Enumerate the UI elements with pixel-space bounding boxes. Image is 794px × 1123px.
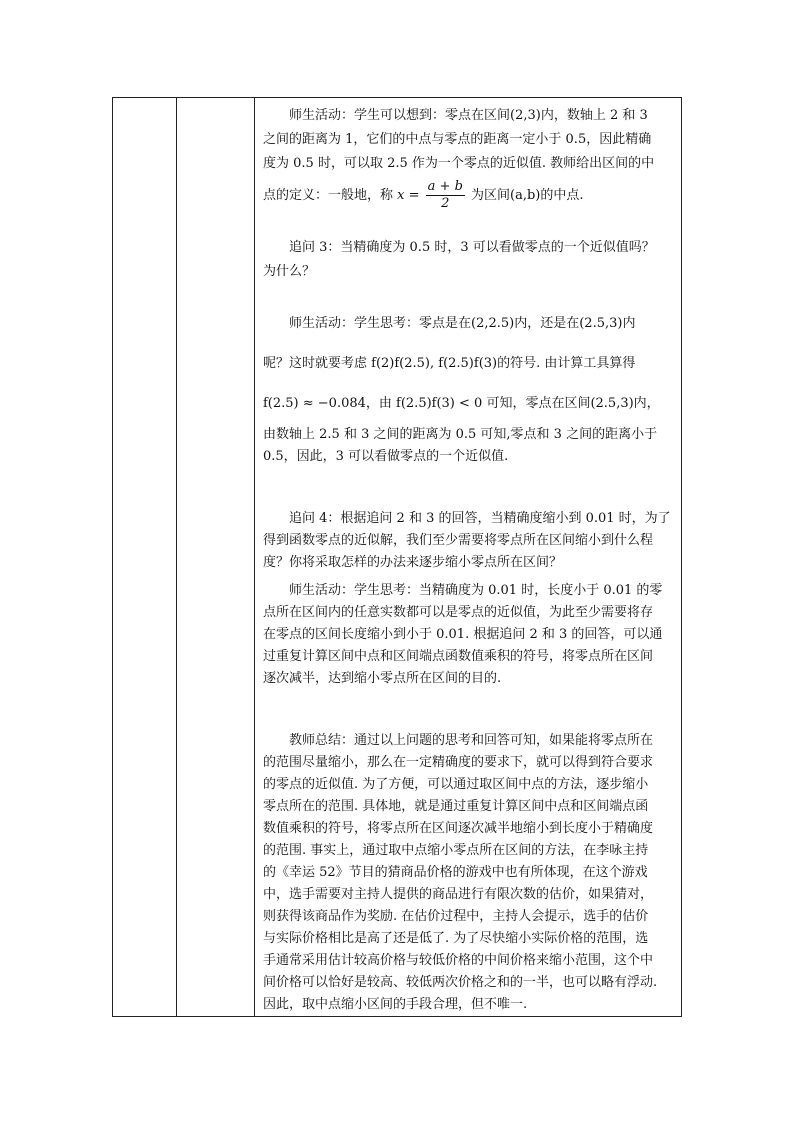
- line: 与实际价格相比是高了还是低了. 为了尽快缩小实际价格的范围，选: [263, 931, 649, 946]
- follow-up-question-4: [263, 508, 674, 574]
- fraction-numerator: a + b: [427, 179, 463, 194]
- math-x: x =: [397, 188, 420, 203]
- line: 追问 3：当精确度为 0.5 时，3 可以看做零点的一个近似值吗？: [289, 240, 655, 255]
- line: 中，选手需要对主持人提供的商品进行有限次数的估价，如果猜对，: [263, 887, 654, 902]
- line: 数值乘积的符号，将零点所在区间逐次减半地缩小到长度小于精确度: [263, 821, 654, 836]
- line: 之间的距离为 1，它们的中点与零点的距离一定小于 0.5，因此精确: [263, 132, 652, 147]
- line: 追问 4：根据追问 2 和 3 的回答，当精确度缩小到 0.01 时，为了: [289, 511, 671, 526]
- empty-column-2: [177, 98, 255, 1017]
- teacher-summary: [263, 730, 674, 1016]
- line: 逐次减半，达到缩小零点所在区间的目的.: [263, 671, 502, 686]
- line: 间价格可以恰好是较高、较低两次价格之和的一半，也可以略有浮动.: [263, 975, 658, 990]
- line: 师生活动：学生可以想到：零点在区间(2,3)内，数轴上 2 和 3: [289, 108, 648, 123]
- line: 点所在区间内的任意实数都可以是零点的近似值，为此至少需要将存: [263, 605, 654, 620]
- line: f(2.5) ≈ −0.084，由 f(2.5)f(3) < 0 可知，零点在区间(2.5,3)内，: [263, 396, 660, 411]
- follow-up-question-3: [263, 236, 674, 284]
- line: 为什么？: [263, 264, 316, 279]
- fraction-denominator: 2: [441, 196, 450, 211]
- line: 则获得该商品作为奖励. 在估价过程中，主持人会提示，选手的估价: [263, 909, 649, 924]
- line: 教师总结：通过以上问题的思考和回答可知，如果能将零点所在: [289, 733, 654, 748]
- midpoint-definition-line: [263, 176, 674, 216]
- line: 的《幸运 52》节目的猜商品价格的游戏中也有所体现，在这个游戏: [263, 865, 648, 880]
- line: 由数轴上 2.5 和 3 之间的距离为 0.5 可知,零点和 3 之间的距离小于: [263, 427, 658, 442]
- line: 因此，取中点缩小区间的手段合理，但不唯一.: [263, 997, 528, 1012]
- line: 得到函数零点的近似解，我们至少需要将零点所在区间缩小到什么程: [263, 533, 654, 548]
- text: 为区间(a,b)的中点.: [471, 188, 584, 203]
- teacher-student-activity-1: [263, 104, 674, 216]
- content-cell: [255, 98, 682, 1017]
- line: 度？你将采取怎样的办法来逐步缩小零点所在区间？: [263, 555, 563, 570]
- line: 师生活动：学生思考：当精确度为 0.01 时，长度小于 0.01 的零: [289, 583, 663, 598]
- teacher-student-activity-2: [263, 304, 674, 468]
- line: 手通常采用估计较高价格与较低价格的中间价格来缩小范围，这个中: [263, 953, 654, 968]
- lesson-table: [112, 97, 682, 1017]
- line: 师生活动：学生思考：零点是在(2,2.5)内，还是在(2.5,3)内: [289, 316, 636, 331]
- line: 在零点的区间长度缩小到小于 0.01. 根据追问 2 和 3 的回答，可以通: [263, 627, 663, 642]
- line: 的范围尽量缩小，那么在一定精确度的要求下，就可以得到符合要求: [263, 755, 654, 770]
- line: 度为 0.5 时，可以取 2.5 作为一个零点的近似值. 教师给出区间的中: [263, 156, 655, 171]
- line: 呢？这时就要考虑 f(2)f(2.5), f(2.5)f(3)的符号. 由计算工具算得: [263, 356, 636, 371]
- line: 过重复计算区间中点和区间端点函数值乘积的符号，将零点所在区间: [263, 649, 654, 664]
- empty-column-1: [113, 98, 177, 1017]
- line: 零点所在的范围. 具体地，就是通过重复计算区间中点和区间端点函: [263, 799, 649, 814]
- line: 的范围. 事实上，通过取中点缩小零点所在区间的方法，在李咏主持: [263, 843, 649, 858]
- fraction: [426, 179, 465, 212]
- teacher-student-activity-3: [263, 580, 674, 690]
- line: 的零点的近似值. 为了方便，可以通过取区间中点的方法，逐步缩小: [263, 777, 649, 792]
- line: 0.5，因此，3 可以看做零点的一个近似值.: [263, 449, 509, 464]
- text: 点的定义：一般地，称: [263, 188, 394, 203]
